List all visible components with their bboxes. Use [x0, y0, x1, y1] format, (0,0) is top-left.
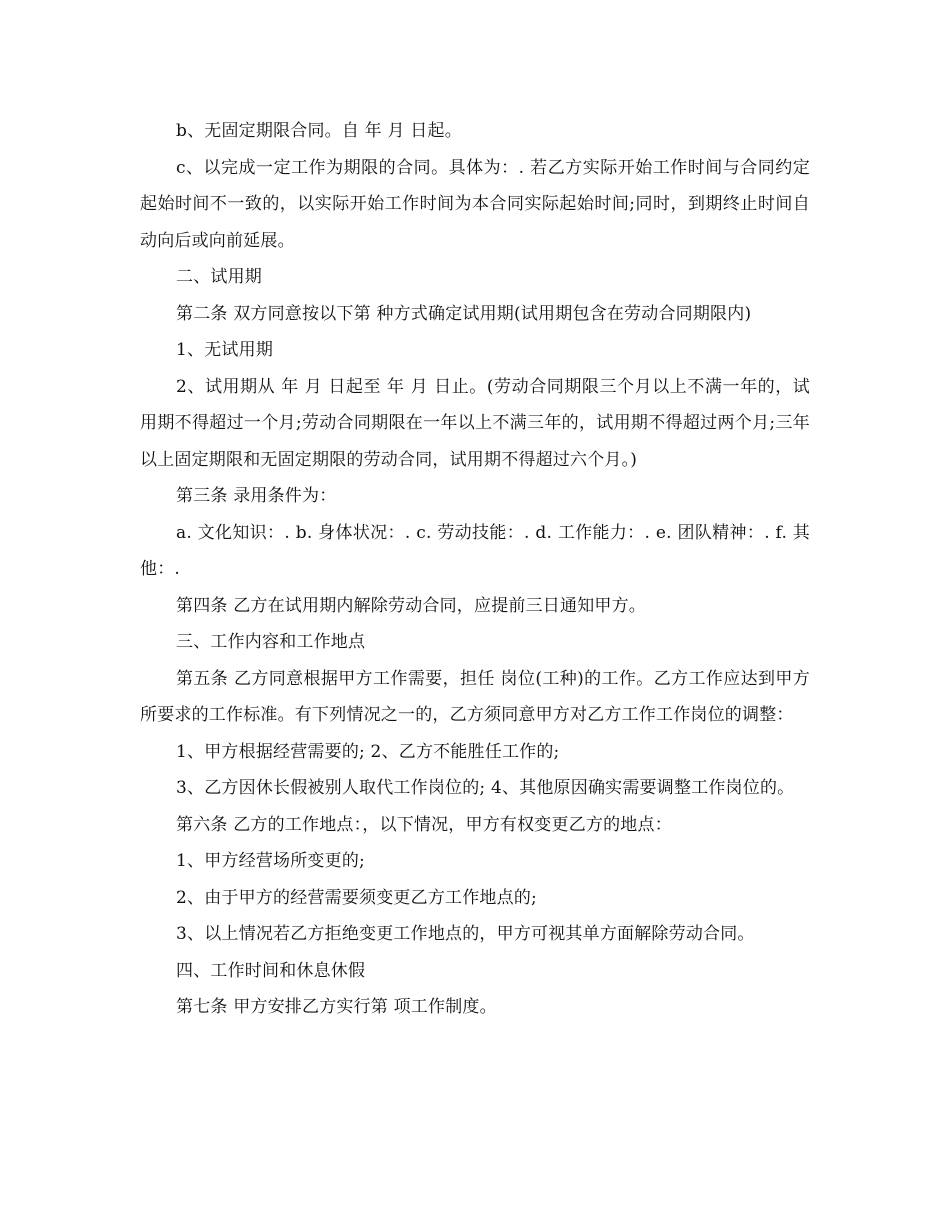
paragraph-article-5: 第五条 乙方同意根据甲方工作需要，担任 岗位(工种)的工作。乙方工作应达到甲方所要求的工作标准。有下列情况之一的，乙方须同意甲方对乙方工作工作岗位的调整：	[140, 668, 810, 725]
paragraph-article-2: 第二条 双方同意按以下第 种方式确定试用期(试用期包含在劳动合同期限内)	[176, 303, 752, 324]
paragraph-location-change-3: 3、以上情况若乙方拒绝变更工作地点的，甲方可视其单方面解除劳动合同。	[176, 924, 755, 944]
paragraph-adjustment-reasons-3-4: 3、乙方因休长假被别人取代工作岗位的; 4、其他原因确实需要调整工作岗位的。	[176, 778, 795, 798]
paragraph-contract-term-b: b、无固定期限合同。自 年 月 日起。	[176, 121, 462, 141]
paragraph-article-6: 第六条 乙方的工作地点：，以下情况，甲方有权变更乙方的地点：	[176, 814, 672, 835]
section-heading-probation: 二、试用期	[176, 267, 262, 287]
paragraph-article-4: 第四条 乙方在试用期内解除劳动合同，应提前三日通知甲方。	[176, 595, 647, 616]
paragraph-location-change-1: 1、甲方经营场所变更的;	[176, 851, 365, 871]
document-body	[140, 113, 810, 1026]
section-heading-work-content: 三、工作内容和工作地点	[176, 632, 366, 652]
paragraph-article-7: 第七条 甲方安排乙方实行第 项工作制度。	[176, 997, 497, 1017]
section-heading-working-hours: 四、工作时间和休息休假	[176, 960, 366, 981]
paragraph-contract-term-c: c、以完成一定工作为期限的合同。具体为：. 若乙方实际开始工作时间与合同约定起始时间不一致的，以实际开始工作时间为本合同实际起始时间;同时，到期终止时间自动向后或向前延展。	[140, 157, 810, 251]
paragraph-hiring-conditions: a. 文化知识：. b. 身体状况：. c. 劳动技能：. d. 工作能力：. e. 团队精神：. f. 其他：.	[140, 522, 810, 579]
paragraph-article-3: 第三条 录用条件为：	[176, 486, 337, 506]
paragraph-probation-period: 2、试用期从 年 月 日起至 年 月 日止。(劳动合同期限三个月以上不满一年的，试用期不得超过一个月;劳动合同期限在一年以上不满三年的，试用期不得超过两个月;三年以上固定期限和无固定期限的劳动合同，试用期不得超过六个月。)	[140, 376, 810, 470]
paragraph-location-change-2: 2、由于甲方的经营需要须变更乙方工作地点的;	[176, 887, 537, 908]
paragraph-no-probation: 1、无试用期	[176, 340, 274, 360]
paragraph-adjustment-reasons-1-2: 1、甲方根据经营需要的; 2、乙方不能胜任工作的;	[176, 741, 560, 762]
